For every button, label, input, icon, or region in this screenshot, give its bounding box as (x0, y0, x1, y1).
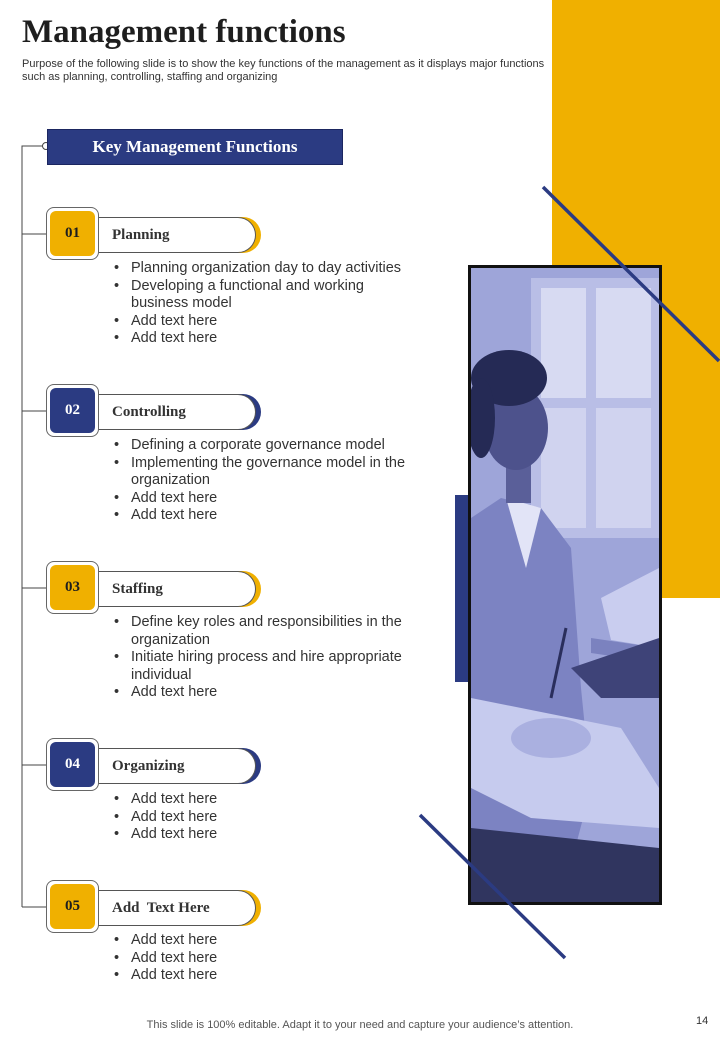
function-pill-organizing (98, 748, 256, 784)
function-bullet-list (112, 791, 412, 844)
function-number-box (46, 561, 99, 614)
bullet-item: • Add text here (112, 809, 412, 827)
function-label: Staffing (112, 581, 163, 597)
function-bullet-list (112, 614, 412, 702)
page-number: 14 (696, 1015, 709, 1027)
function-number-box (46, 207, 99, 260)
bullet-item: • Add text here (112, 826, 412, 844)
function-pill-staffing (98, 571, 256, 607)
function-bullet-list (112, 437, 412, 525)
function-number: 03 (50, 565, 95, 610)
bullet-item: • Add text here (112, 967, 412, 985)
key-functions-header: Key Management Functions (47, 129, 343, 165)
bullet-item: • Add text here (112, 330, 412, 348)
function-label: Planning (112, 227, 170, 243)
bullet-item: • Add text here (112, 950, 412, 968)
bullet-item: • Add text here (112, 490, 412, 508)
function-number-box (46, 880, 99, 933)
function-label: Add Text Here (112, 900, 210, 916)
bullet-item: • Define key roles and responsibilities in the organization (112, 614, 412, 649)
bullet-item: • Add text here (112, 507, 412, 525)
function-pill-controlling (98, 394, 256, 430)
function-label: Organizing (112, 758, 185, 774)
bullet-item: • Add text here (112, 313, 412, 331)
function-number: 02 (50, 388, 95, 433)
bullet-item: • Initiate hiring process and hire appropriate individual (112, 649, 412, 684)
bullet-item: • Add text here (112, 684, 412, 702)
function-number-box (46, 738, 99, 791)
bullet-item: • Implementing the governance model in the organization (112, 455, 412, 490)
function-number: 01 (50, 211, 95, 256)
bullet-item: • Developing a functional and working business model (112, 278, 412, 313)
bullet-item: • Add text here (112, 932, 412, 950)
bullet-item: • Planning organization day to day activities (112, 260, 412, 278)
page-title: Management functions (22, 14, 346, 50)
function-bullet-list (112, 260, 412, 348)
bullet-item: • Add text here (112, 791, 412, 809)
function-label: Controlling (112, 404, 186, 420)
function-number: 04 (50, 742, 95, 787)
bullet-item: • Defining a corporate governance model (112, 437, 412, 455)
function-pill-add-text (98, 890, 256, 926)
function-number: 05 (50, 884, 95, 929)
footer-note: This slide is 100% editable. Adapt it to your need and capture your audience’s attention. (146, 1019, 574, 1031)
function-number-box (46, 384, 99, 437)
page-subtitle: Purpose of the following slide is to show the key functions of the management as it displays major functions such as planning, controlling, staffing and organizing (22, 58, 545, 83)
function-pill-planning (98, 217, 256, 253)
function-bullet-list (112, 932, 412, 985)
